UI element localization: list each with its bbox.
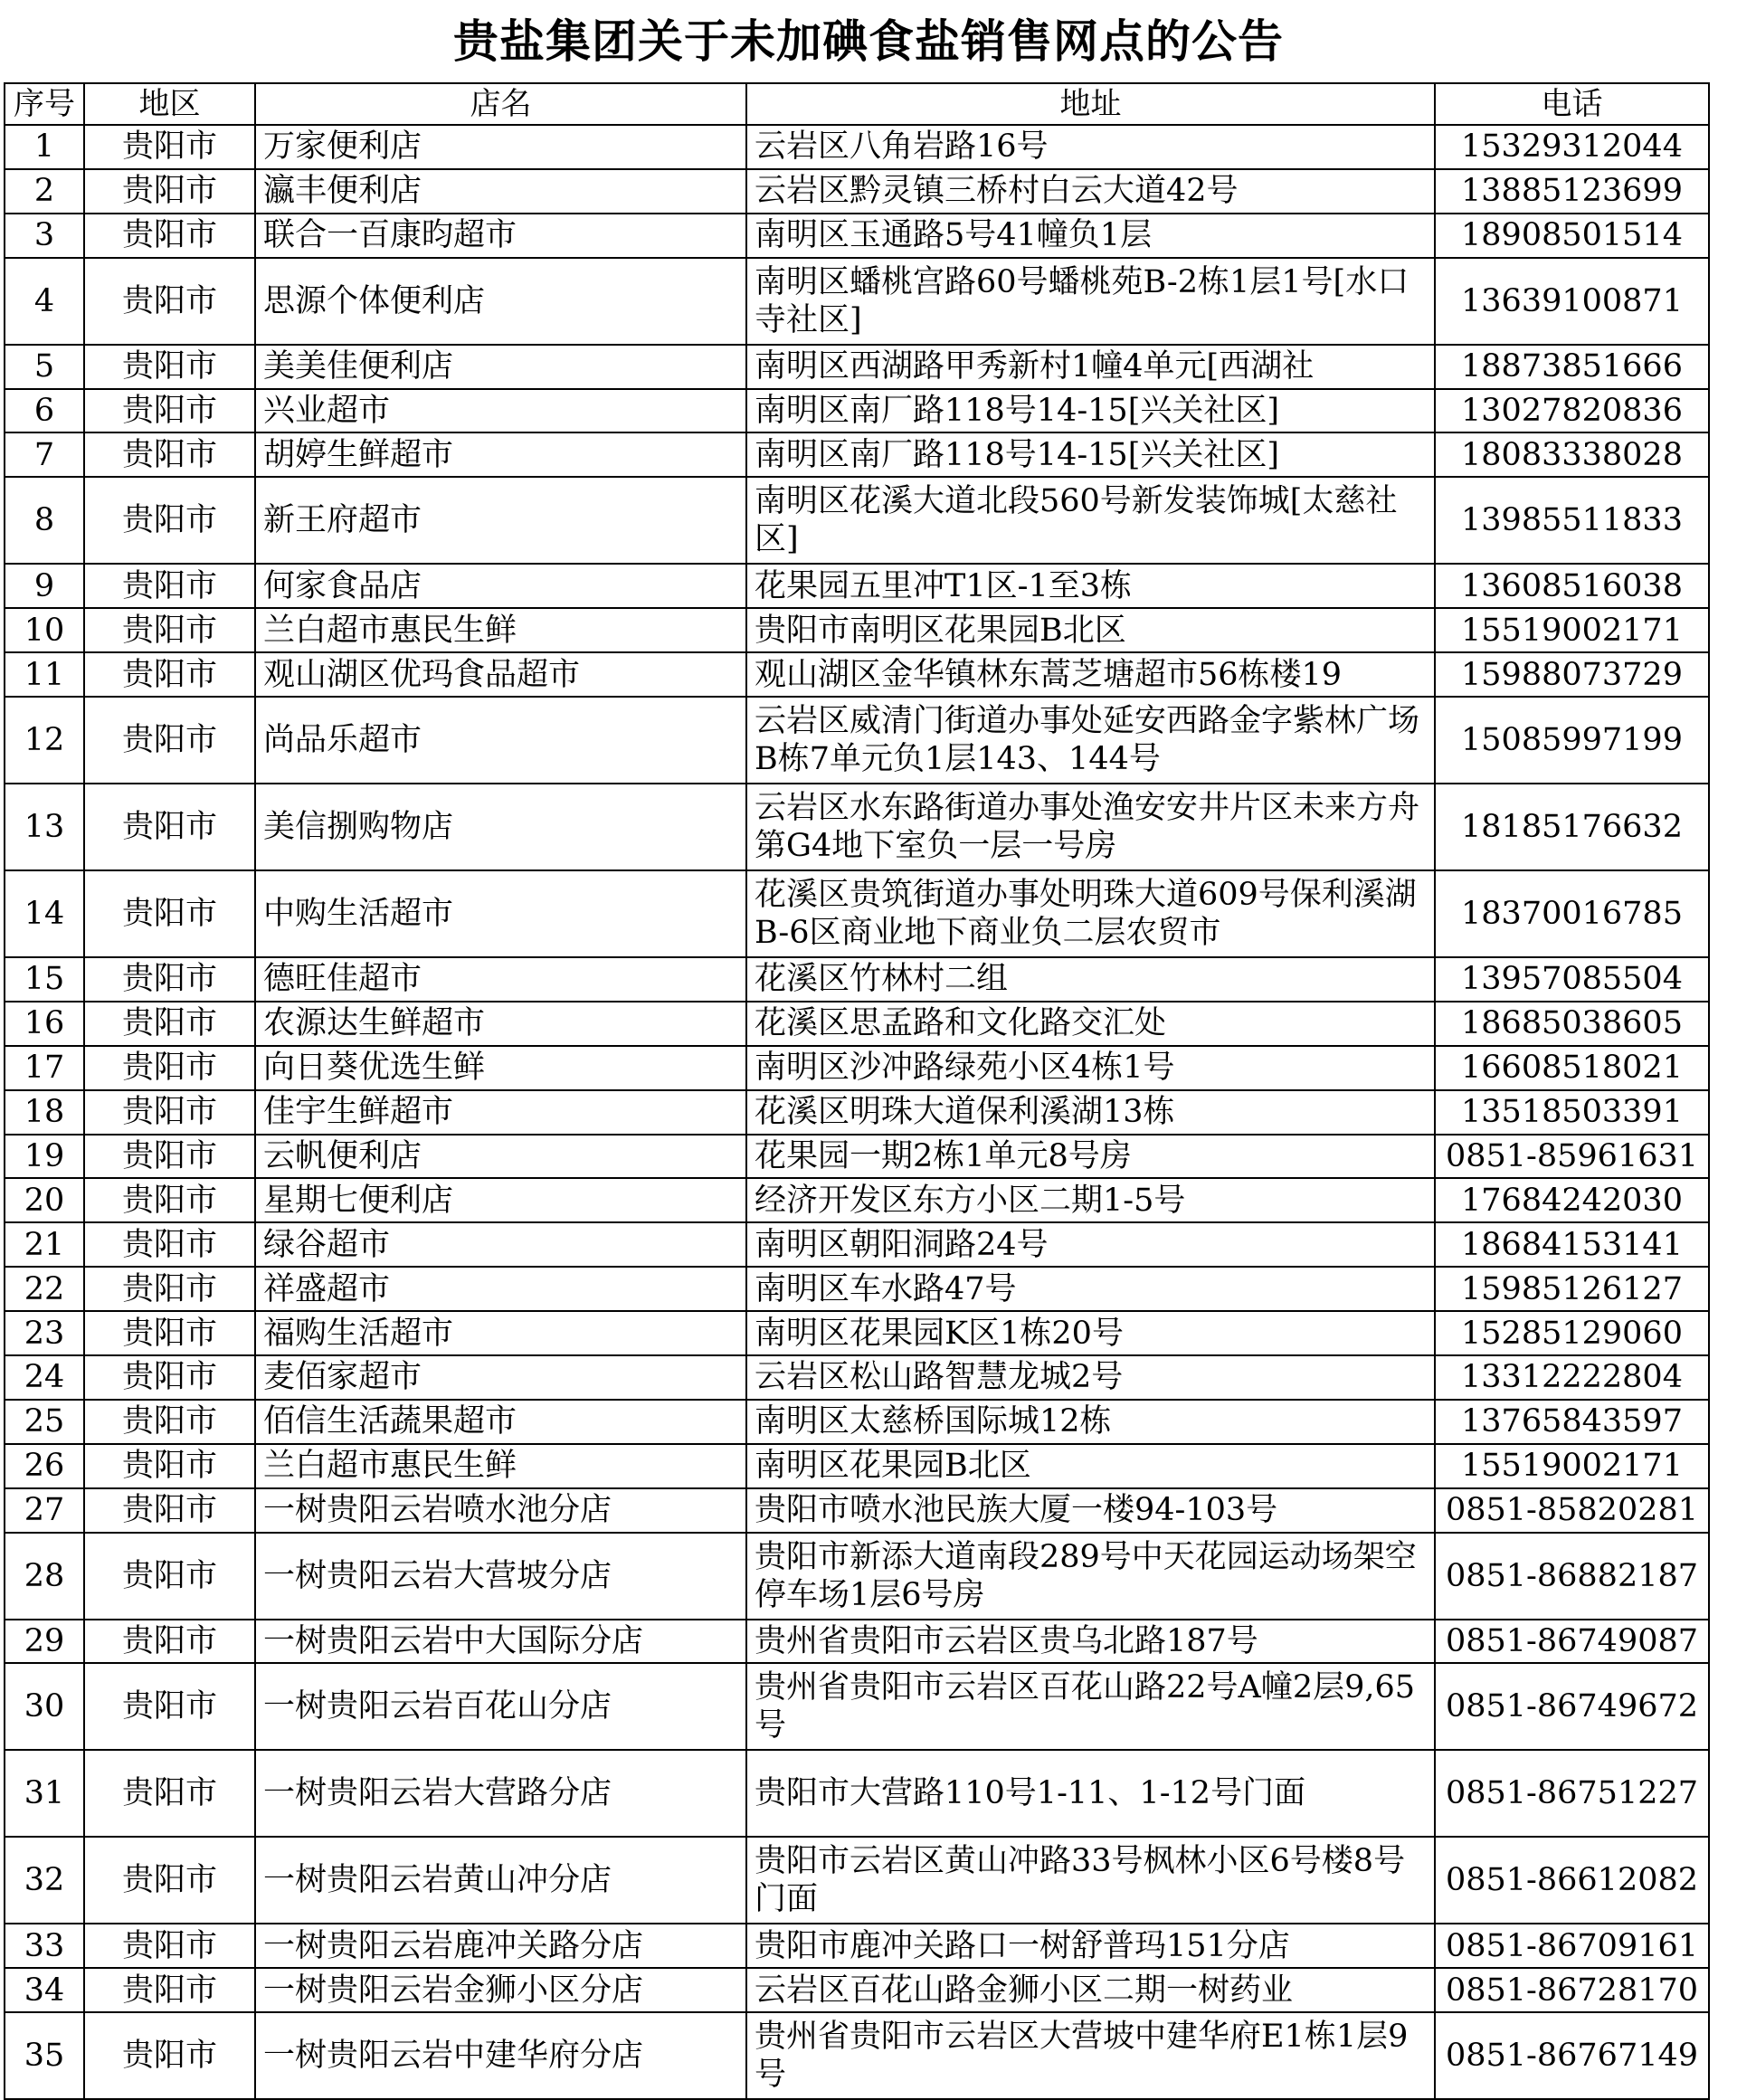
row-address: 南明区花果园B北区 (746, 1444, 1435, 1488)
table-row (5, 2012, 1709, 2099)
row-store-name: 一树贵阳云岩鹿冲关路分店 (255, 1924, 746, 1968)
row-address: 贵阳市云岩区黄山冲路33号枫林小区6号楼8号门面 (746, 1837, 1435, 1924)
row-address: 贵阳市南明区花果园B北区 (746, 608, 1435, 652)
table-row (5, 432, 1709, 477)
row-address: 花溪区明珠大道保利溪湖13栋 (746, 1090, 1435, 1135)
column-header-address: 地址 (746, 83, 1435, 125)
row-phone: 15285129060 (1435, 1311, 1709, 1355)
row-phone: 15329312044 (1435, 125, 1709, 169)
row-index: 20 (5, 1178, 84, 1222)
row-store-name: 思源个体便利店 (255, 258, 746, 345)
row-store-name: 尚品乐超市 (255, 697, 746, 784)
row-index: 19 (5, 1135, 84, 1179)
table-row (5, 389, 1709, 433)
row-region: 贵阳市 (84, 1533, 255, 1620)
row-address: 云岩区水东路街道办事处渔安安井片区未来方舟第G4地下室负一层一号房 (746, 784, 1435, 870)
row-index: 35 (5, 2012, 84, 2099)
table-row (5, 608, 1709, 652)
table-row (5, 652, 1709, 697)
row-store-name: 福购生活超市 (255, 1311, 746, 1355)
row-index: 18 (5, 1090, 84, 1135)
row-address: 南明区南厂路118号14-15[兴关社区] (746, 389, 1435, 433)
row-index: 11 (5, 652, 84, 697)
row-phone: 15988073729 (1435, 652, 1709, 697)
row-store-name: 一树贵阳云岩喷水池分店 (255, 1488, 746, 1533)
row-address: 贵州省贵阳市云岩区大营坡中建华府E1栋1层9号 (746, 2012, 1435, 2099)
row-store-name: 一树贵阳云岩中建华府分店 (255, 2012, 746, 2099)
row-phone: 16608518021 (1435, 1046, 1709, 1090)
row-phone: 0851-86749672 (1435, 1663, 1709, 1750)
row-index: 12 (5, 697, 84, 784)
row-phone: 15985126127 (1435, 1267, 1709, 1311)
column-header-region: 地区 (84, 83, 255, 125)
row-region: 贵阳市 (84, 1311, 255, 1355)
row-store-name: 一树贵阳云岩大营路分店 (255, 1750, 746, 1837)
row-store-name: 兴业超市 (255, 389, 746, 433)
row-store-name: 新王府超市 (255, 477, 746, 564)
row-region: 贵阳市 (84, 258, 255, 345)
table-row (5, 1533, 1709, 1620)
row-phone: 13985511833 (1435, 477, 1709, 564)
table-row (5, 125, 1709, 169)
row-region: 贵阳市 (84, 1090, 255, 1135)
row-index: 24 (5, 1355, 84, 1400)
row-address: 贵州省贵阳市云岩区贵乌北路187号 (746, 1620, 1435, 1664)
row-phone: 13639100871 (1435, 258, 1709, 345)
row-region: 贵阳市 (84, 957, 255, 1002)
row-address: 云岩区威清门街道办事处延安西路金字紫林广场B栋7单元负1层143、144号 (746, 697, 1435, 784)
table-row (5, 1924, 1709, 1968)
table-row (5, 1620, 1709, 1664)
row-phone: 0851-86612082 (1435, 1837, 1709, 1924)
row-address: 南明区车水路47号 (746, 1267, 1435, 1311)
outlet-table (4, 82, 1710, 2100)
row-phone: 0851-86728170 (1435, 1968, 1709, 2012)
row-address: 贵阳市鹿冲关路口一树舒普玛151分店 (746, 1924, 1435, 1968)
row-index: 16 (5, 1002, 84, 1046)
row-store-name: 绿谷超市 (255, 1222, 746, 1267)
row-address: 云岩区八角岩路16号 (746, 125, 1435, 169)
table-row (5, 564, 1709, 608)
row-phone: 18083338028 (1435, 432, 1709, 477)
row-store-name: 胡婷生鲜超市 (255, 432, 746, 477)
row-phone: 13885123699 (1435, 169, 1709, 214)
table-row (5, 1750, 1709, 1837)
row-index: 1 (5, 125, 84, 169)
table-row (5, 870, 1709, 957)
row-phone: 18370016785 (1435, 870, 1709, 957)
row-region: 贵阳市 (84, 870, 255, 957)
row-index: 2 (5, 169, 84, 214)
row-index: 29 (5, 1620, 84, 1664)
row-store-name: 何家食品店 (255, 564, 746, 608)
row-region: 贵阳市 (84, 1750, 255, 1837)
row-phone: 0851-85820281 (1435, 1488, 1709, 1533)
row-region: 贵阳市 (84, 432, 255, 477)
row-index: 26 (5, 1444, 84, 1488)
row-address: 花溪区竹林村二组 (746, 957, 1435, 1002)
row-region: 贵阳市 (84, 1488, 255, 1533)
row-store-name: 兰白超市惠民生鲜 (255, 608, 746, 652)
row-index: 27 (5, 1488, 84, 1533)
table-row (5, 477, 1709, 564)
row-region: 贵阳市 (84, 564, 255, 608)
row-phone: 18185176632 (1435, 784, 1709, 870)
row-phone: 13027820836 (1435, 389, 1709, 433)
row-index: 9 (5, 564, 84, 608)
row-region: 贵阳市 (84, 1267, 255, 1311)
table-row (5, 784, 1709, 870)
row-address: 南明区南厂路118号14-15[兴关社区] (746, 432, 1435, 477)
row-region: 贵阳市 (84, 608, 255, 652)
row-region: 贵阳市 (84, 345, 255, 389)
table-row (5, 214, 1709, 258)
row-index: 13 (5, 784, 84, 870)
row-phone: 17684242030 (1435, 1178, 1709, 1222)
row-region: 贵阳市 (84, 169, 255, 214)
row-store-name: 向日葵优选生鲜 (255, 1046, 746, 1090)
row-index: 34 (5, 1968, 84, 2012)
row-region: 贵阳市 (84, 1620, 255, 1664)
row-phone: 15519002171 (1435, 1444, 1709, 1488)
table-row (5, 697, 1709, 784)
row-address: 南明区西湖路甲秀新村1幢4单元[西湖社 (746, 345, 1435, 389)
row-region: 贵阳市 (84, 784, 255, 870)
row-address: 贵阳市大营路110号1-11、1-12号门面 (746, 1750, 1435, 1837)
row-address: 云岩区松山路智慧龙城2号 (746, 1355, 1435, 1400)
row-index: 23 (5, 1311, 84, 1355)
row-region: 贵阳市 (84, 389, 255, 433)
row-address: 花溪区思孟路和文化路交汇处 (746, 1002, 1435, 1046)
row-region: 贵阳市 (84, 1400, 255, 1444)
row-store-name: 佳宇生鲜超市 (255, 1090, 746, 1135)
table-row (5, 1002, 1709, 1046)
row-store-name: 瀛丰便利店 (255, 169, 746, 214)
row-phone: 0851-86709161 (1435, 1924, 1709, 1968)
row-index: 28 (5, 1533, 84, 1620)
row-phone: 15519002171 (1435, 608, 1709, 652)
row-index: 22 (5, 1267, 84, 1311)
row-address: 南明区花果园K区1栋20号 (746, 1311, 1435, 1355)
row-region: 贵阳市 (84, 214, 255, 258)
row-region: 贵阳市 (84, 1222, 255, 1267)
row-store-name: 万家便利店 (255, 125, 746, 169)
row-index: 15 (5, 957, 84, 1002)
row-address: 南明区蟠桃宫路60号蟠桃苑B-2栋1层1号[水口寺社区] (746, 258, 1435, 345)
table-row (5, 1222, 1709, 1267)
row-index: 10 (5, 608, 84, 652)
row-store-name: 佰信生活蔬果超市 (255, 1400, 746, 1444)
row-region: 贵阳市 (84, 477, 255, 564)
row-store-name: 联合一百康昀超市 (255, 214, 746, 258)
row-address: 南明区太慈桥国际城12栋 (746, 1400, 1435, 1444)
row-region: 贵阳市 (84, 1046, 255, 1090)
row-store-name: 一树贵阳云岩中大国际分店 (255, 1620, 746, 1664)
row-store-name: 农源达生鲜超市 (255, 1002, 746, 1046)
row-phone: 0851-86751227 (1435, 1750, 1709, 1837)
row-store-name: 星期七便利店 (255, 1178, 746, 1222)
row-region: 贵阳市 (84, 2012, 255, 2099)
table-row (5, 1837, 1709, 1924)
table-row (5, 1968, 1709, 2012)
row-index: 31 (5, 1750, 84, 1837)
row-address: 南明区沙冲路绿苑小区4栋1号 (746, 1046, 1435, 1090)
row-index: 4 (5, 258, 84, 345)
row-phone: 13957085504 (1435, 957, 1709, 1002)
row-phone: 13518503391 (1435, 1090, 1709, 1135)
row-address: 贵阳市喷水池民族大厦一楼94-103号 (746, 1488, 1435, 1533)
row-region: 贵阳市 (84, 652, 255, 697)
row-phone: 0851-86882187 (1435, 1533, 1709, 1620)
table-row (5, 258, 1709, 345)
row-index: 33 (5, 1924, 84, 1968)
table-row (5, 169, 1709, 214)
row-address: 南明区朝阳洞路24号 (746, 1222, 1435, 1267)
row-index: 32 (5, 1837, 84, 1924)
row-store-name: 德旺佳超市 (255, 957, 746, 1002)
row-address: 贵阳市新添大道南段289号中天花园运动场架空停车场1层6号房 (746, 1533, 1435, 1620)
row-store-name: 麦佰家超市 (255, 1355, 746, 1400)
row-address: 云岩区百花山路金狮小区二期一树药业 (746, 1968, 1435, 2012)
row-address: 花溪区贵筑街道办事处明珠大道609号保利溪湖B-6区商业地下商业负二层农贸市 (746, 870, 1435, 957)
row-index: 25 (5, 1400, 84, 1444)
row-address: 经济开发区东方小区二期1-5号 (746, 1178, 1435, 1222)
row-region: 贵阳市 (84, 1924, 255, 1968)
table-row (5, 1135, 1709, 1179)
row-address: 观山湖区金华镇林东蒿芝塘超市56栋楼19 (746, 652, 1435, 697)
row-phone: 18908501514 (1435, 214, 1709, 258)
table-row (5, 1355, 1709, 1400)
row-store-name: 美美佳便利店 (255, 345, 746, 389)
row-store-name: 美信捌购物店 (255, 784, 746, 870)
table-header-row (5, 83, 1709, 125)
row-store-name: 祥盛超市 (255, 1267, 746, 1311)
row-store-name: 一树贵阳云岩百花山分店 (255, 1663, 746, 1750)
row-index: 3 (5, 214, 84, 258)
row-phone: 18685038605 (1435, 1002, 1709, 1046)
column-header-index: 序号 (5, 83, 84, 125)
row-phone: 18684153141 (1435, 1222, 1709, 1267)
row-index: 5 (5, 345, 84, 389)
row-index: 7 (5, 432, 84, 477)
row-index: 30 (5, 1663, 84, 1750)
row-index: 8 (5, 477, 84, 564)
row-address: 花果园五里冲T1区-1至3栋 (746, 564, 1435, 608)
row-store-name: 中购生活超市 (255, 870, 746, 957)
table-row (5, 1488, 1709, 1533)
row-region: 贵阳市 (84, 1444, 255, 1488)
row-phone: 13608516038 (1435, 564, 1709, 608)
row-store-name: 兰白超市惠民生鲜 (255, 1444, 746, 1488)
table-row (5, 1090, 1709, 1135)
row-region: 贵阳市 (84, 125, 255, 169)
table-row (5, 1400, 1709, 1444)
row-region: 贵阳市 (84, 1178, 255, 1222)
row-phone: 13765843597 (1435, 1400, 1709, 1444)
row-region: 贵阳市 (84, 1968, 255, 2012)
row-store-name: 观山湖区优玛食品超市 (255, 652, 746, 697)
row-region: 贵阳市 (84, 1355, 255, 1400)
row-phone: 15085997199 (1435, 697, 1709, 784)
row-phone: 0851-86749087 (1435, 1620, 1709, 1664)
row-phone: 18873851666 (1435, 345, 1709, 389)
page-title: 贵盐集团关于未加碘食盐销售网点的公告 (453, 15, 1284, 68)
table-row (5, 345, 1709, 389)
table-row (5, 1178, 1709, 1222)
row-region: 贵阳市 (84, 697, 255, 784)
row-store-name: 云帆便利店 (255, 1135, 746, 1179)
row-address: 花果园一期2栋1单元8号房 (746, 1135, 1435, 1179)
row-region: 贵阳市 (84, 1837, 255, 1924)
row-phone: 0851-86767149 (1435, 2012, 1709, 2099)
table-row (5, 957, 1709, 1002)
row-store-name: 一树贵阳云岩金狮小区分店 (255, 1968, 746, 2012)
table-row (5, 1046, 1709, 1090)
table-row (5, 1311, 1709, 1355)
row-phone: 0851-85961631 (1435, 1135, 1709, 1179)
row-region: 贵阳市 (84, 1663, 255, 1750)
row-address: 贵州省贵阳市云岩区百花山路22号A幢2层9,65号 (746, 1663, 1435, 1750)
table-row (5, 1663, 1709, 1750)
row-region: 贵阳市 (84, 1135, 255, 1179)
table-row (5, 1267, 1709, 1311)
row-index: 17 (5, 1046, 84, 1090)
column-header-store: 店名 (255, 83, 746, 125)
row-index: 6 (5, 389, 84, 433)
row-phone: 13312222804 (1435, 1355, 1709, 1400)
table-row (5, 1444, 1709, 1488)
column-header-phone: 电话 (1435, 83, 1709, 125)
row-address: 南明区玉通路5号41幢负1层 (746, 214, 1435, 258)
row-store-name: 一树贵阳云岩大营坡分店 (255, 1533, 746, 1620)
row-index: 21 (5, 1222, 84, 1267)
row-index: 14 (5, 870, 84, 957)
row-store-name: 一树贵阳云岩黄山冲分店 (255, 1837, 746, 1924)
row-address: 云岩区黔灵镇三桥村白云大道42号 (746, 169, 1435, 214)
row-address: 南明区花溪大道北段560号新发装饰城[太慈社区] (746, 477, 1435, 564)
row-region: 贵阳市 (84, 1002, 255, 1046)
